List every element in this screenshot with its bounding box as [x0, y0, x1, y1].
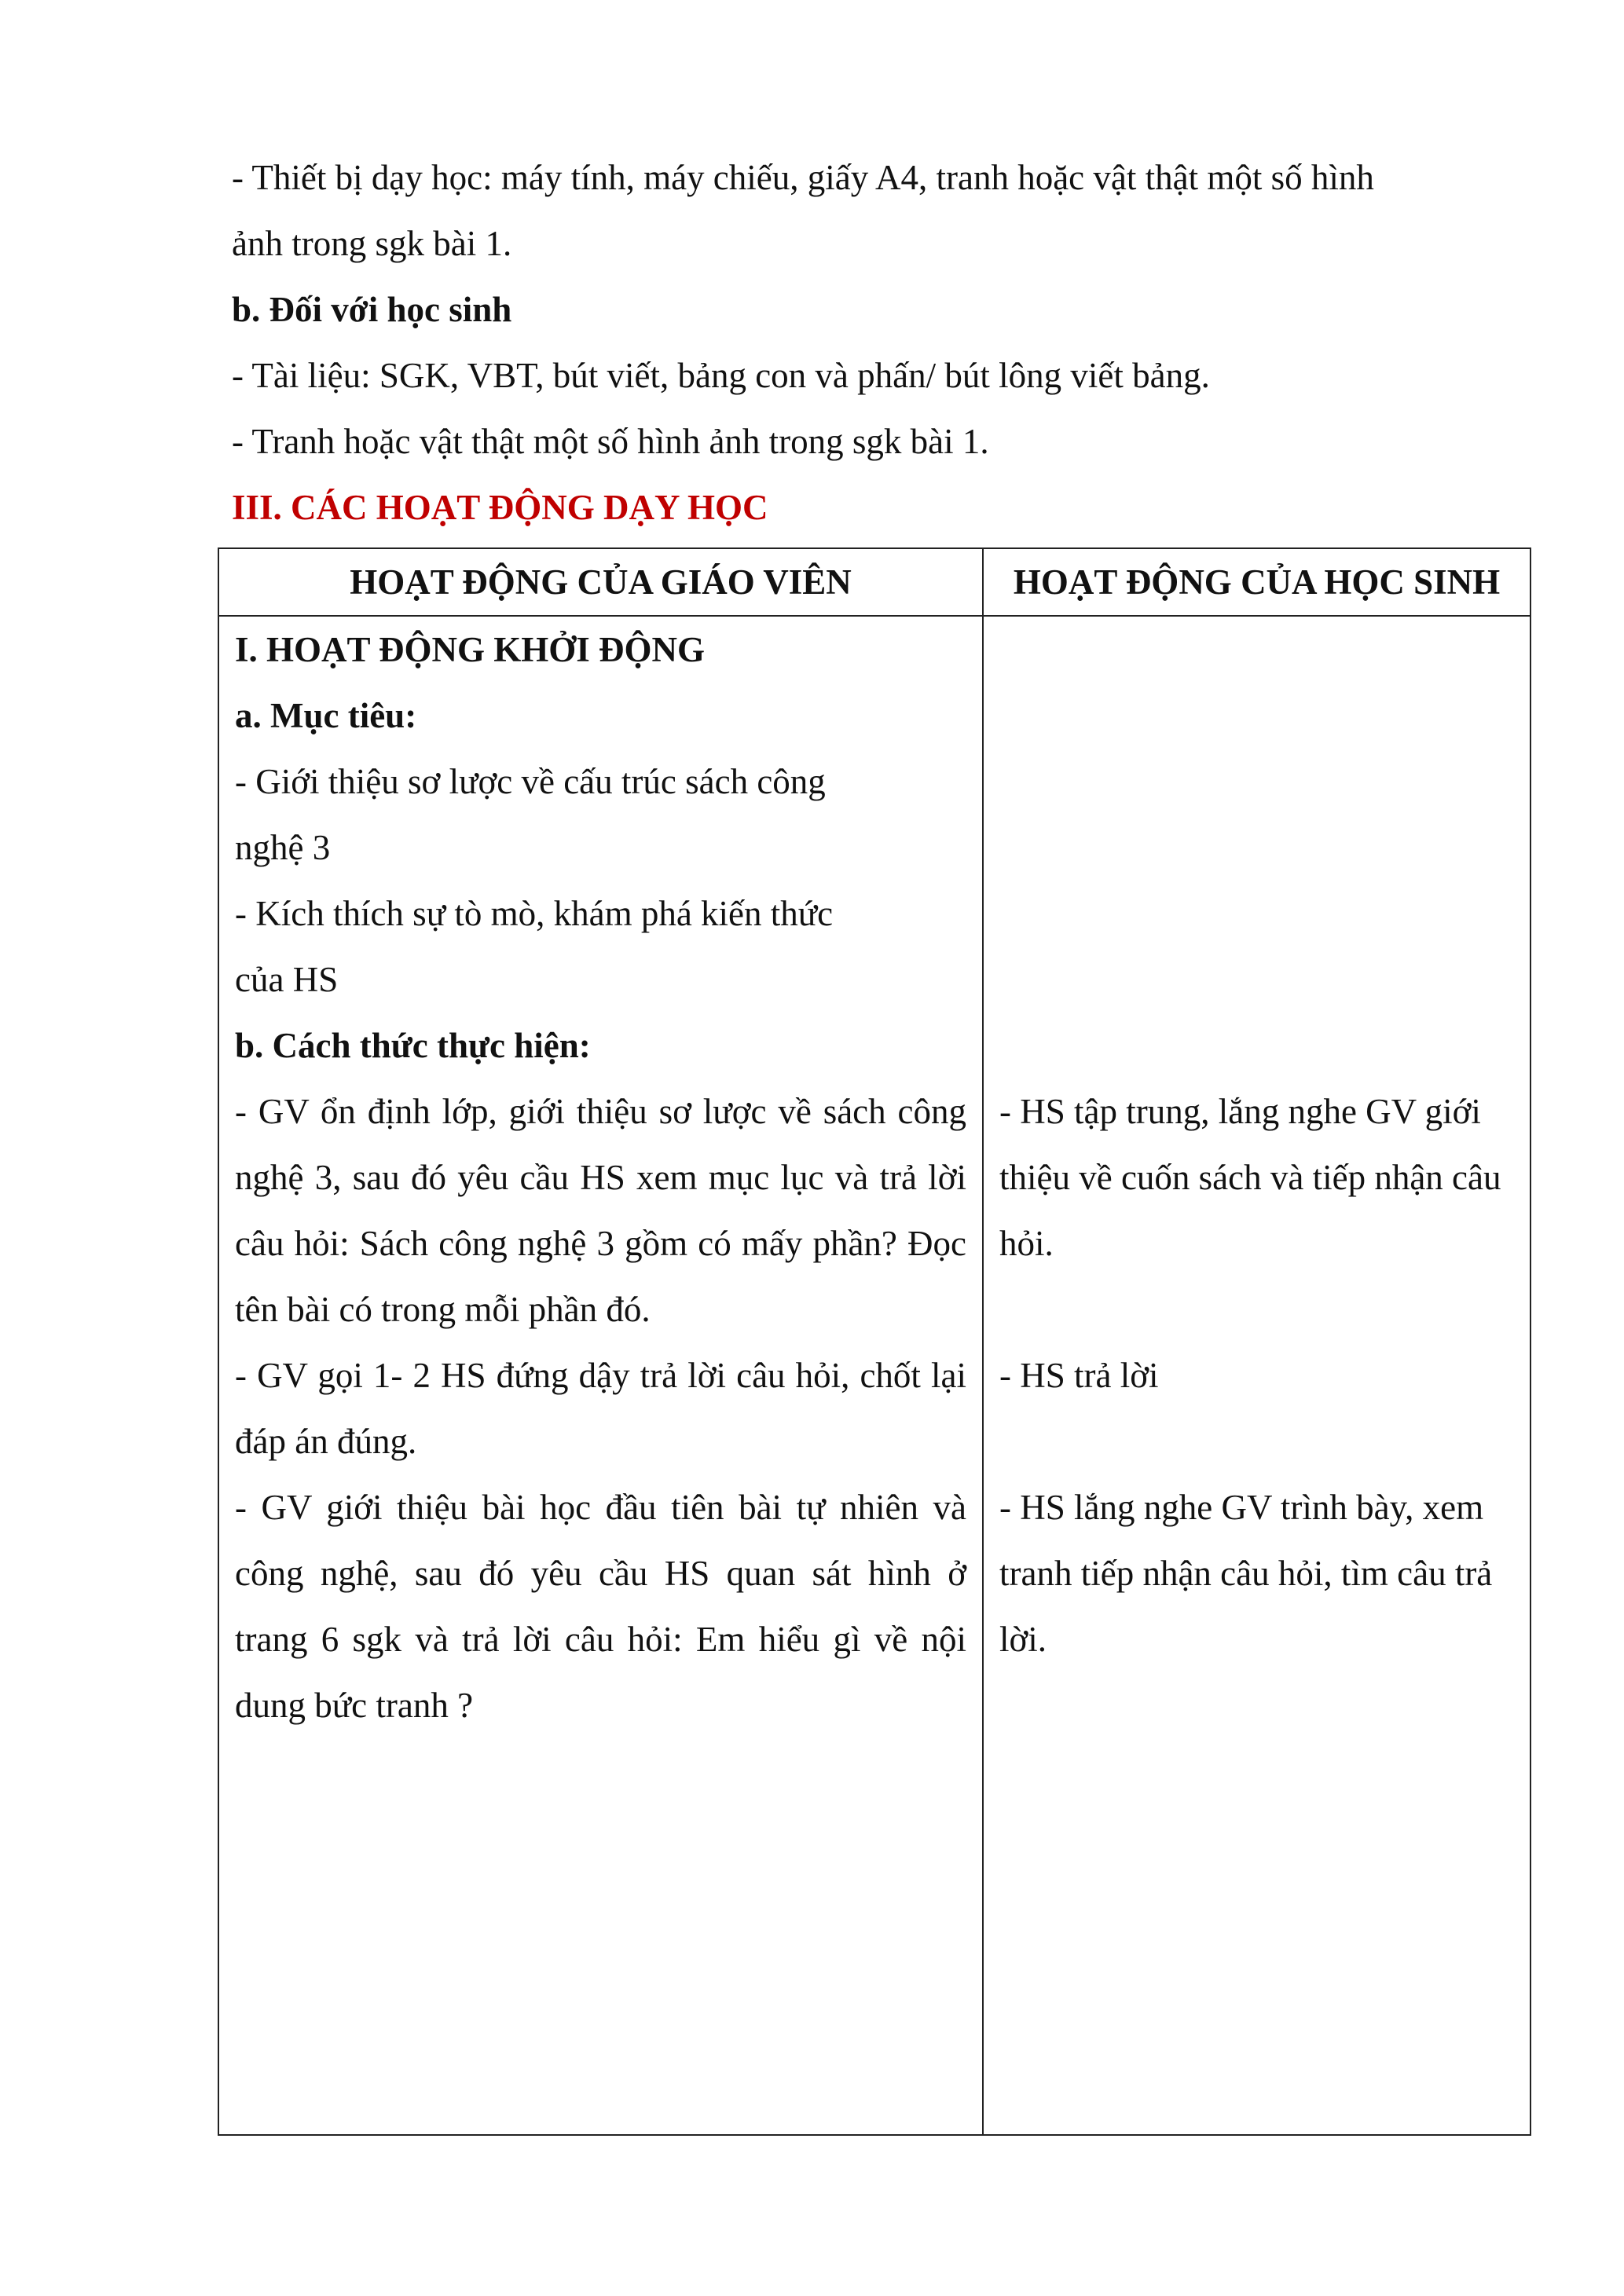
student-response-2: - HS trả lời	[999, 1356, 1159, 1395]
activities-table	[218, 547, 1531, 2136]
method-heading: b. Cách thức thực hiện:	[235, 1026, 591, 1065]
student-spacer	[999, 617, 1514, 1078]
table-body-row	[218, 616, 1531, 2135]
header-student: HOẠT ĐỘNG CỦA HỌC SINH	[983, 548, 1531, 616]
student-response-1-line-1: - HS tập trung, lắng nghe GV giới	[999, 1092, 1481, 1131]
student-item-pictures: - Tranh hoặc vật thật một số hình ảnh trong sgk bài 1.	[232, 422, 989, 461]
goal-item-1-line-2: nghệ 3	[235, 828, 331, 867]
equipment-line-1: - Thiết bị dạy học: máy tính, máy chiếu, giấy A4, tranh hoặc vật thật một số hình	[232, 158, 1374, 197]
goal-item-2-line-2: của HS	[235, 960, 339, 999]
activity-title: I. HOẠT ĐỘNG KHỞI ĐỘNG	[235, 630, 705, 669]
teacher-step-1: - GV ổn định lớp, giới thiệu sơ lược về sách công nghệ 3, sau đó yêu cầu HS xem mục lục và trả lời câu hỏi: Sách công nghệ 3 gồm có mấy phần? Đọc tên bài có trong mỗi phần đó.	[235, 1092, 966, 1329]
student-response-3-line-2: tranh tiếp nhận câu hỏi, tìm câu trả	[999, 1554, 1493, 1593]
teacher-step-2: - GV gọi 1- 2 HS đứng dậy trả lời câu hỏi, chốt lại đáp án đúng.	[235, 1356, 966, 1461]
goal-item-1-line-1: - Giới thiệu sơ lược về cấu trúc sách công	[235, 762, 826, 801]
equipment-line-2: ảnh trong sgk bài 1.	[232, 224, 512, 263]
student-response-1-line-2: thiệu về cuốn sách và tiếp nhận câu	[999, 1158, 1501, 1197]
student-gap-2	[999, 1408, 1514, 1474]
student-response-1-line-3: hỏi.	[999, 1224, 1054, 1263]
student-cell	[983, 616, 1531, 2135]
header-teacher: HOẠT ĐỘNG CỦA GIÁO VIÊN	[218, 548, 983, 616]
table-header-row	[218, 548, 1531, 616]
student-gap-1	[999, 1276, 1514, 1342]
student-response-3-line-1: - HS lắng nghe GV trình bày, xem	[999, 1488, 1484, 1527]
goal-item-2-line-1: - Kích thích sự tò mò, khám phá kiến thức	[235, 894, 834, 933]
student-response-3-line-3: lời.	[999, 1620, 1047, 1659]
student-heading: b. Đối với học sinh	[232, 290, 512, 329]
teacher-step-3: - GV giới thiệu bài học đầu tiên bài tự nhiên và công nghệ, sau đó yêu cầu HS quan sát hình ở trang 6 sgk và trả lời câu hỏi: Em hiểu gì về nội dung bức tranh ?	[235, 1488, 966, 1725]
section-title: III. CÁC HOẠT ĐỘNG DẠY HỌC	[232, 488, 768, 527]
student-item-materials: - Tài liệu: SGK, VBT, bút viết, bảng con và phấn/ bút lông viết bảng.	[232, 356, 1210, 395]
teacher-cell	[218, 616, 983, 2135]
goal-heading: a. Mục tiêu:	[235, 696, 417, 735]
